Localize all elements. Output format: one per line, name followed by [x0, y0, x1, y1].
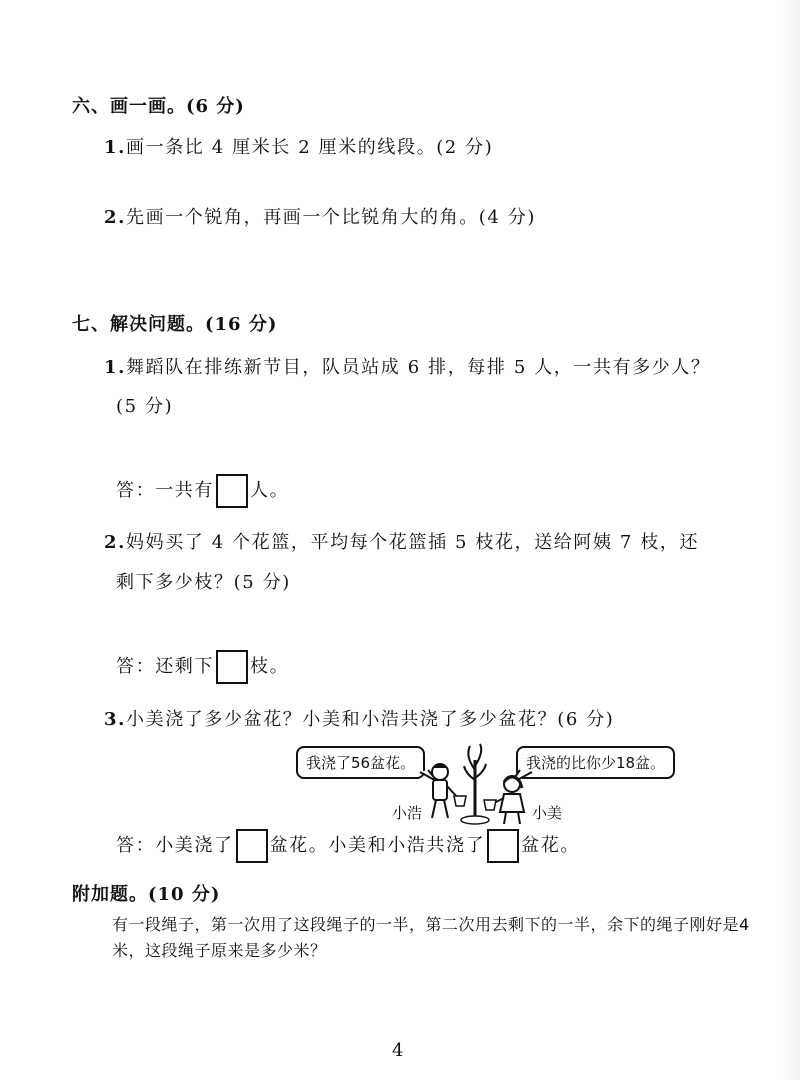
answer-prefix: 答：还剩下 — [116, 656, 214, 677]
section6-title: 六、画一画。(6 分) — [72, 96, 245, 117]
name-label-xiaohao: 小浩 — [392, 804, 423, 822]
section7-q2-line2: 剩下多少枝？(5 分) — [116, 572, 291, 593]
q-number: 1. — [104, 137, 126, 158]
q-text: 舞蹈队在排练新节目，队员站成 6 排，每排 5 人，一共有多少人？ — [126, 357, 711, 378]
section7-q2-line1 — [104, 528, 699, 554]
section7-q3-line1 — [104, 705, 614, 731]
section7-q1-line2: (5 分) — [116, 396, 174, 417]
answer-box-total[interactable] — [487, 829, 519, 863]
q-number: 3. — [104, 709, 126, 730]
answer-box[interactable] — [216, 650, 248, 684]
extra-question-text: 有一段绳子，第一次用了这段绳子的一半，第二次用去剩下的一半，余下的绳子刚好是4米，这段绳子原来是多少米？ — [112, 915, 750, 960]
section7-title: 七、解决问题。(16 分) — [72, 314, 278, 335]
answer-box[interactable] — [216, 474, 248, 508]
answer-mid: 盆花。小美和小浩共浇了 — [269, 835, 486, 856]
q-text: 妈妈买了 4 个花篮，平均每个花篮插 5 枝花，送给阿姨 7 枝，还 — [126, 532, 700, 553]
section6-q1 — [104, 133, 493, 159]
answer-prefix: 答：一共有 — [116, 480, 214, 501]
page-edge-shadow — [782, 0, 800, 1080]
answer-suffix: 人。 — [250, 480, 290, 501]
q-number: 2. — [104, 207, 126, 228]
q-number: 2. — [104, 532, 126, 553]
answer-prefix: 答：小美浇了 — [116, 835, 234, 856]
section6-q2 — [104, 203, 536, 229]
section7-q1-line1 — [104, 353, 711, 379]
answer-suffix: 枝。 — [250, 656, 290, 677]
name-label-xiaomei: 小美 — [532, 804, 563, 822]
section7-q3-answer — [116, 829, 580, 863]
extra-title: 附加题。(10 分) — [72, 884, 221, 905]
q-number: 1. — [104, 357, 126, 378]
tree-figure — [461, 744, 489, 824]
q-text: 先画一个锐角，再画一个比锐角大的角。(4 分) — [126, 207, 537, 228]
q-text: 画一条比 4 厘米长 2 厘米的线段。(2 分) — [126, 137, 494, 158]
answer-box-xiaomei[interactable] — [236, 829, 268, 863]
answer-suffix: 盆花。 — [521, 835, 581, 856]
section7-q2-answer — [116, 650, 289, 684]
section7-q1-answer — [116, 474, 289, 508]
speech-bubble-xiaomei: 我浇的比你少18盆。 — [516, 746, 675, 779]
speech-bubble-xiaohao: 我浇了56盆花。 — [296, 746, 425, 779]
girl-figure — [484, 776, 524, 824]
boy-figure — [432, 764, 466, 818]
page-number: 4 — [392, 1040, 404, 1061]
q-text: 小美浇了多少盆花？小美和小浩共浇了多少盆花？(6 分) — [126, 709, 615, 730]
